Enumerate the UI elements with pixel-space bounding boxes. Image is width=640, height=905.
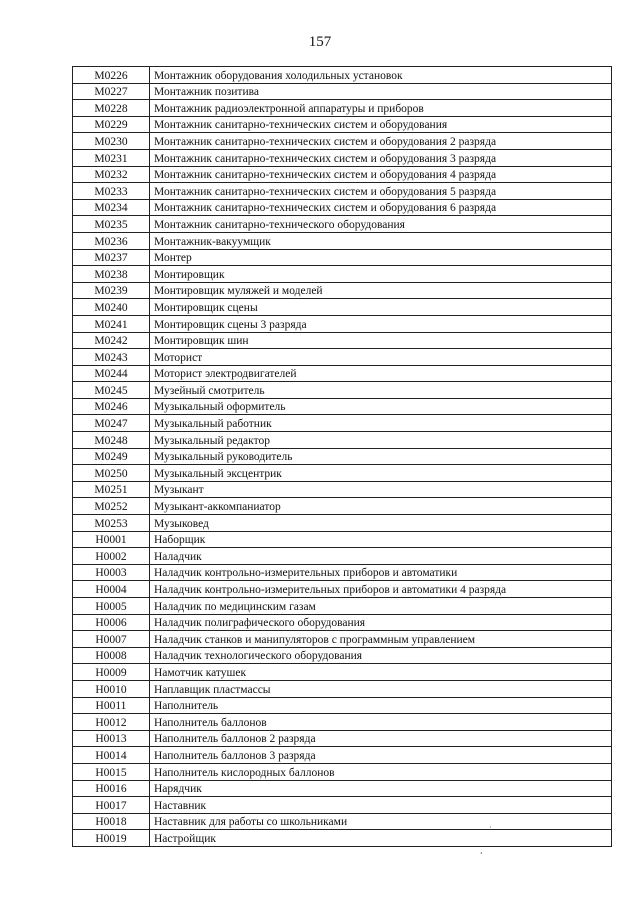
profession-name: Наставник bbox=[150, 797, 612, 814]
table-row bbox=[73, 797, 612, 814]
profession-name: Музыкальный оформитель bbox=[150, 398, 612, 415]
profession-name: Монтировщик шин bbox=[150, 332, 612, 349]
table-row bbox=[73, 448, 612, 465]
table-row bbox=[73, 149, 612, 166]
profession-name: Наполнитель баллонов 2 разряда bbox=[150, 730, 612, 747]
profession-name: Наплавщик пластмассы bbox=[150, 680, 612, 697]
profession-code: М0251 bbox=[73, 481, 150, 498]
table-row bbox=[73, 664, 612, 681]
profession-name: Монтировщик муляжей и моделей bbox=[150, 282, 612, 299]
table-row bbox=[73, 216, 612, 233]
table-row bbox=[73, 199, 612, 216]
profession-name: Музейный смотритель bbox=[150, 382, 612, 399]
table-row bbox=[73, 747, 612, 764]
profession-code: М0238 bbox=[73, 266, 150, 283]
profession-code: Н0009 bbox=[73, 664, 150, 681]
profession-code: М0236 bbox=[73, 232, 150, 249]
profession-name: Монтажник позитива bbox=[150, 83, 612, 100]
profession-code: М0226 bbox=[73, 67, 150, 84]
table-row bbox=[73, 515, 612, 532]
table-row bbox=[73, 763, 612, 780]
profession-code: Н0013 bbox=[73, 730, 150, 747]
profession-code: М0227 bbox=[73, 83, 150, 100]
profession-code: М0228 bbox=[73, 100, 150, 117]
profession-name: Музыкальный эксцентрик bbox=[150, 465, 612, 482]
table-row bbox=[73, 730, 612, 747]
table-row bbox=[73, 481, 612, 498]
profession-name: Музыкальный редактор bbox=[150, 432, 612, 449]
table-row bbox=[73, 365, 612, 382]
profession-name: Монтажник санитарно-технических систем и оборудования 2 разряда bbox=[150, 133, 612, 150]
profession-name: Нарядчик bbox=[150, 780, 612, 797]
table-row bbox=[73, 598, 612, 615]
profession-code: Н0012 bbox=[73, 714, 150, 731]
profession-name: Наполнитель баллонов bbox=[150, 714, 612, 731]
table-row bbox=[73, 83, 612, 100]
profession-code: Н0007 bbox=[73, 631, 150, 648]
profession-name: Монтировщик сцены bbox=[150, 299, 612, 316]
profession-code: Н0008 bbox=[73, 647, 150, 664]
scan-speck: · bbox=[489, 823, 492, 832]
table-row bbox=[73, 166, 612, 183]
profession-code: М0245 bbox=[73, 382, 150, 399]
table-row bbox=[73, 614, 612, 631]
table-row bbox=[73, 498, 612, 515]
profession-code: М0230 bbox=[73, 133, 150, 150]
profession-name: Наладчик полиграфического оборудования bbox=[150, 614, 612, 631]
table-row bbox=[73, 116, 612, 133]
profession-code: М0229 bbox=[73, 116, 150, 133]
table-row bbox=[73, 548, 612, 565]
profession-name: Монтировщик сцены 3 разряда bbox=[150, 315, 612, 332]
profession-code: М0235 bbox=[73, 216, 150, 233]
table-body bbox=[73, 67, 612, 847]
table-row bbox=[73, 100, 612, 117]
table-row bbox=[73, 67, 612, 84]
profession-name: Настройщик bbox=[150, 830, 612, 847]
profession-name: Монтажник санитарно-технических систем и оборудования 4 разряда bbox=[150, 166, 612, 183]
profession-name: Монтажник санитарно-технических систем и оборудования bbox=[150, 116, 612, 133]
profession-name: Наладчик bbox=[150, 548, 612, 565]
profession-code: Н0016 bbox=[73, 780, 150, 797]
table-row bbox=[73, 631, 612, 648]
table-row bbox=[73, 780, 612, 797]
profession-code: М0232 bbox=[73, 166, 150, 183]
profession-code: Н0001 bbox=[73, 531, 150, 548]
profession-code: Н0014 bbox=[73, 747, 150, 764]
table-row bbox=[73, 714, 612, 731]
profession-name: Монтажник оборудования холодильных установок bbox=[150, 67, 612, 84]
profession-name: Наполнитель bbox=[150, 697, 612, 714]
table-row bbox=[73, 183, 612, 200]
profession-name: Монтажник радиоэлектронной аппаратуры и приборов bbox=[150, 100, 612, 117]
profession-code: Н0006 bbox=[73, 614, 150, 631]
profession-name: Наладчик контрольно-измерительных приборов и автоматики 4 разряда bbox=[150, 581, 612, 598]
profession-code: М0244 bbox=[73, 365, 150, 382]
profession-name: Монтажник-вакуумщик bbox=[150, 232, 612, 249]
profession-name: Монтер bbox=[150, 249, 612, 266]
profession-code: М0234 bbox=[73, 199, 150, 216]
profession-code: Н0018 bbox=[73, 813, 150, 830]
table-row bbox=[73, 564, 612, 581]
table-row bbox=[73, 133, 612, 150]
table-row bbox=[73, 581, 612, 598]
profession-name: Музыкальный руководитель bbox=[150, 448, 612, 465]
profession-name: Монтажник санитарно-технических систем и оборудования 6 разряда bbox=[150, 199, 612, 216]
table-row bbox=[73, 830, 612, 847]
profession-code: Н0004 bbox=[73, 581, 150, 598]
profession-name: Моторист электродвигателей bbox=[150, 365, 612, 382]
profession-code: М0246 bbox=[73, 398, 150, 415]
profession-code: М0252 bbox=[73, 498, 150, 515]
profession-code: Н0019 bbox=[73, 830, 150, 847]
table-row bbox=[73, 232, 612, 249]
profession-code: Н0015 bbox=[73, 763, 150, 780]
table-row bbox=[73, 349, 612, 366]
profession-name: Наборщик bbox=[150, 531, 612, 548]
table-row bbox=[73, 382, 612, 399]
table-row bbox=[73, 647, 612, 664]
scan-speck: , bbox=[480, 846, 483, 855]
profession-code: М0231 bbox=[73, 149, 150, 166]
profession-code: М0241 bbox=[73, 315, 150, 332]
profession-code: М0240 bbox=[73, 299, 150, 316]
table-row bbox=[73, 531, 612, 548]
profession-code: Н0005 bbox=[73, 598, 150, 615]
profession-name: Намотчик катушек bbox=[150, 664, 612, 681]
table-row bbox=[73, 282, 612, 299]
table-row bbox=[73, 315, 612, 332]
profession-code: М0242 bbox=[73, 332, 150, 349]
profession-name: Музыковед bbox=[150, 515, 612, 532]
profession-name: Наладчик контрольно-измерительных приборов и автоматики bbox=[150, 564, 612, 581]
profession-name: Монтажник санитарно-технических систем и оборудования 3 разряда bbox=[150, 149, 612, 166]
table-row bbox=[73, 697, 612, 714]
table-row bbox=[73, 299, 612, 316]
table-row bbox=[73, 332, 612, 349]
profession-name: Монтировщик bbox=[150, 266, 612, 283]
profession-code: М0248 bbox=[73, 432, 150, 449]
profession-name: Наладчик по медицинским газам bbox=[150, 598, 612, 615]
profession-name: Наполнитель кислородных баллонов bbox=[150, 763, 612, 780]
table-row bbox=[73, 266, 612, 283]
table-row bbox=[73, 432, 612, 449]
profession-code: М0247 bbox=[73, 415, 150, 432]
profession-name: Музыкальный работник bbox=[150, 415, 612, 432]
profession-codes-table bbox=[72, 66, 612, 847]
profession-code: М0237 bbox=[73, 249, 150, 266]
profession-code: М0250 bbox=[73, 465, 150, 482]
profession-code: М0243 bbox=[73, 349, 150, 366]
profession-name: Наладчик технологического оборудования bbox=[150, 647, 612, 664]
profession-code: Н0010 bbox=[73, 680, 150, 697]
profession-name: Наставник для работы со школьниками bbox=[150, 813, 612, 830]
profession-name: Монтажник санитарно-технических систем и оборудования 5 разряда bbox=[150, 183, 612, 200]
profession-code: М0249 bbox=[73, 448, 150, 465]
table-row bbox=[73, 249, 612, 266]
profession-code: Н0003 bbox=[73, 564, 150, 581]
profession-name: Монтажник санитарно-технического оборудования bbox=[150, 216, 612, 233]
table-row bbox=[73, 398, 612, 415]
profession-code: Н0002 bbox=[73, 548, 150, 565]
profession-name: Моторист bbox=[150, 349, 612, 366]
table-row bbox=[73, 465, 612, 482]
profession-name: Музыкант-аккомпаниатор bbox=[150, 498, 612, 515]
profession-code: Н0011 bbox=[73, 697, 150, 714]
page-number: 157 bbox=[308, 34, 332, 50]
profession-code: М0239 bbox=[73, 282, 150, 299]
profession-name: Наполнитель баллонов 3 разряда bbox=[150, 747, 612, 764]
table-row bbox=[73, 813, 612, 830]
profession-name: Музыкант bbox=[150, 481, 612, 498]
profession-code: Н0017 bbox=[73, 797, 150, 814]
profession-code: М0253 bbox=[73, 515, 150, 532]
profession-name: Наладчик станков и манипуляторов с программным управлением bbox=[150, 631, 612, 648]
table-row bbox=[73, 415, 612, 432]
profession-code: М0233 bbox=[73, 183, 150, 200]
table-row bbox=[73, 680, 612, 697]
